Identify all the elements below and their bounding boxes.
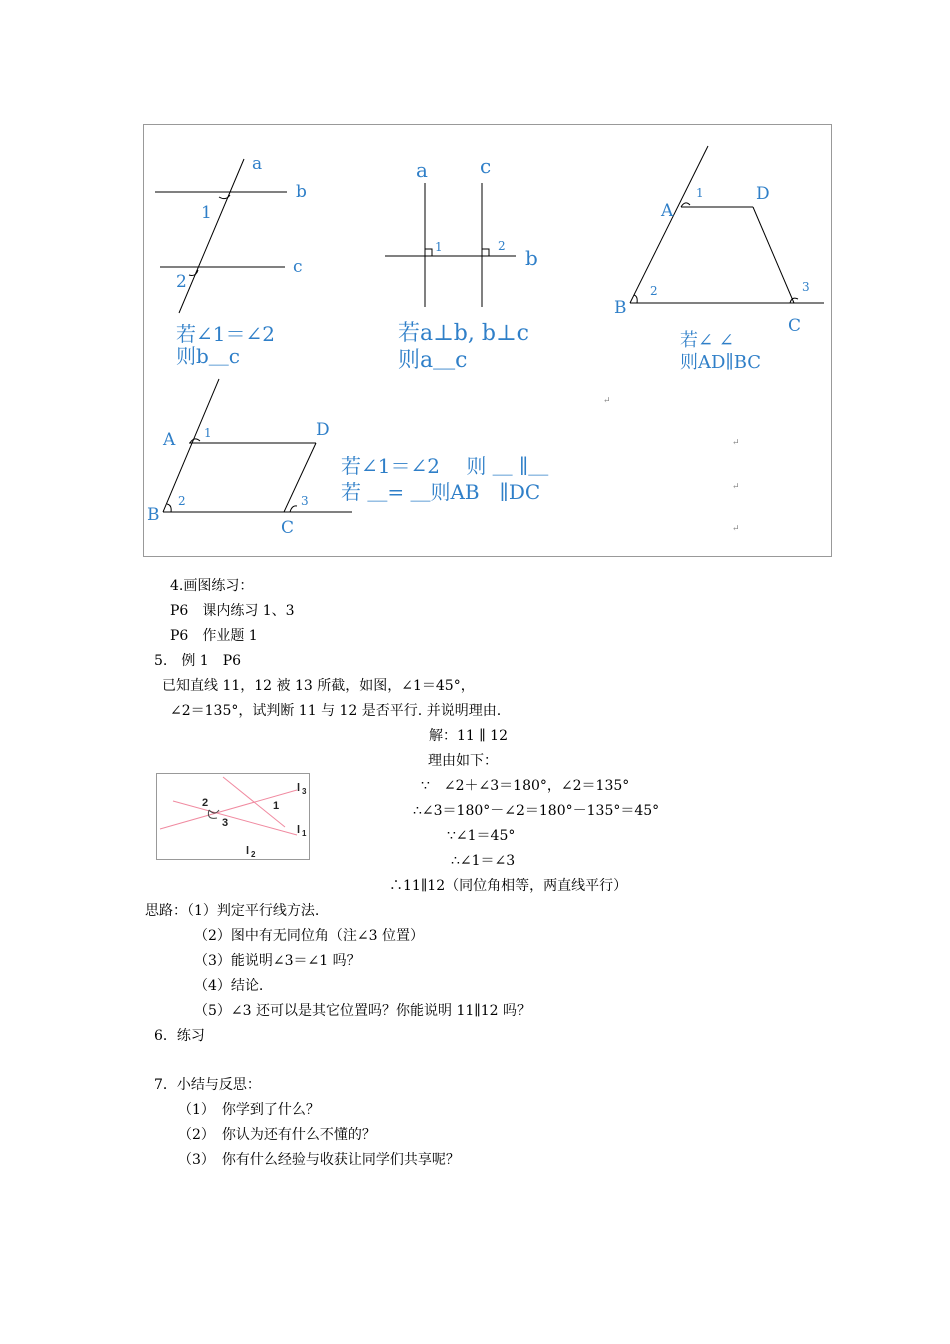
fig4-angle-2: 2 xyxy=(178,494,186,508)
example-label-l2: l xyxy=(246,845,250,857)
text-line: ∴∠1＝∠3 xyxy=(451,853,516,869)
fig2-label-c: c xyxy=(480,154,492,178)
figure-1 xyxy=(155,154,307,368)
figure-panel xyxy=(143,124,832,557)
text-line: ∵ ∠2＋∠3＝180°，∠2＝135° xyxy=(421,778,630,794)
example-label-l3: l xyxy=(297,782,301,794)
example-label-l1-sub: 1 xyxy=(302,829,307,838)
text-line: 5. 例 1 P6 xyxy=(154,653,242,669)
example-figure xyxy=(156,773,310,860)
text-line: 6．练习 xyxy=(154,1028,205,1044)
text-line: ∴11∥12（同位角相等，两直线平行） xyxy=(389,878,628,894)
text-line: 解：11 ∥ 12 xyxy=(429,728,508,744)
fig1-angle-2: 2 xyxy=(176,272,187,292)
fig1-conclusion: 则b＿c xyxy=(176,344,241,368)
fig2-condition: 若a⊥b, b⊥c xyxy=(398,321,529,346)
fig4-point-c: C xyxy=(281,518,295,538)
return-mark: ↵ xyxy=(732,438,740,448)
text-line: （2） 你认为还有什么不懂的？ xyxy=(178,1127,376,1143)
fig1-angle-1: 1 xyxy=(201,203,212,223)
figure-2 xyxy=(385,154,538,373)
text-line: ∴∠3＝180°－∠2＝180°－135°＝45° xyxy=(413,803,660,819)
example-angle-2: 2 xyxy=(202,797,209,809)
text-line: 7．小结与反思： xyxy=(154,1077,261,1093)
text-line: P6 课内练习 1、3 xyxy=(170,603,295,619)
text-line: （4）结论. xyxy=(194,978,264,994)
fig1-label-a: a xyxy=(252,154,263,174)
fig3-point-a: A xyxy=(661,201,674,221)
fig1-label-c: c xyxy=(293,257,303,277)
fig4-point-b: B xyxy=(147,505,160,525)
example-angle-1: 1 xyxy=(273,800,280,812)
fig3-point-c: C xyxy=(788,316,802,336)
text-line: （3）能说明∠3＝∠1 吗？ xyxy=(194,953,361,969)
fig4-point-d: D xyxy=(316,420,330,440)
return-mark: ↵ xyxy=(603,396,611,406)
fig2-angle-1: 1 xyxy=(435,240,443,254)
text-line: 4.画图练习： xyxy=(170,578,254,594)
text-line: P6 作业题 1 xyxy=(170,628,258,644)
fig4-angle-1: 1 xyxy=(204,426,212,440)
fig2-label-b: b xyxy=(525,246,538,270)
fig4-condition: 若∠1＝∠2 则 ＿ ∥＿ xyxy=(341,454,549,478)
return-mark: ↵ xyxy=(732,482,740,492)
fig4-conclusion: 若 ＿= ＿则AB ∥DC xyxy=(341,480,541,504)
text-line: （5）∠3 还可以是其它位置吗？你能说明 11∥12 吗？ xyxy=(194,1003,531,1019)
fig2-label-a: a xyxy=(416,158,428,182)
example-label-l3-sub: 3 xyxy=(302,787,307,796)
text-line: 思路：（1）判定平行线方法. xyxy=(145,903,320,919)
fig3-angle-3: 3 xyxy=(802,280,810,294)
text-line: 理由如下： xyxy=(428,753,498,769)
figure-3 xyxy=(614,146,824,373)
example-diagram xyxy=(157,774,309,859)
figure-4 xyxy=(147,379,548,538)
fig3-angle-2: 2 xyxy=(650,284,658,298)
fig1-label-b: b xyxy=(296,182,307,202)
text-line: （2）图中有无同位角（注∠3 位置） xyxy=(194,928,424,944)
text-line: （1） 你学到了什么？ xyxy=(178,1102,320,1118)
fig3-conclusion: 则AD∥BC xyxy=(680,352,762,373)
fig3-point-b: B xyxy=(614,298,627,318)
fig1-condition: 若∠1＝∠2 xyxy=(176,322,275,346)
fig3-point-d: D xyxy=(756,184,770,204)
fig3-condition: 若∠ ∠ xyxy=(680,330,734,351)
fig4-angle-3: 3 xyxy=(301,494,309,508)
fig2-conclusion: 则a＿c xyxy=(398,348,468,373)
example-label-l2-sub: 2 xyxy=(251,850,256,859)
text-line: （3） 你有什么经验与收获让同学们共享呢？ xyxy=(178,1152,460,1168)
fig3-angle-1: 1 xyxy=(696,186,704,200)
geometry-figures xyxy=(144,125,833,558)
return-mark: ↵ xyxy=(732,524,740,534)
fig4-point-a: A xyxy=(163,430,176,450)
text-line: ∠2＝135°，试判断 11 与 12 是否平行. 并说明理由. xyxy=(170,703,502,719)
fig2-angle-2: 2 xyxy=(498,239,506,253)
text-line: 已知直线 11，12 被 13 所截，如图，∠1＝45°， xyxy=(162,678,475,694)
example-label-l1: l xyxy=(297,824,301,836)
example-angle-3: 3 xyxy=(222,817,229,829)
text-line: ∵∠1＝45° xyxy=(447,828,516,844)
